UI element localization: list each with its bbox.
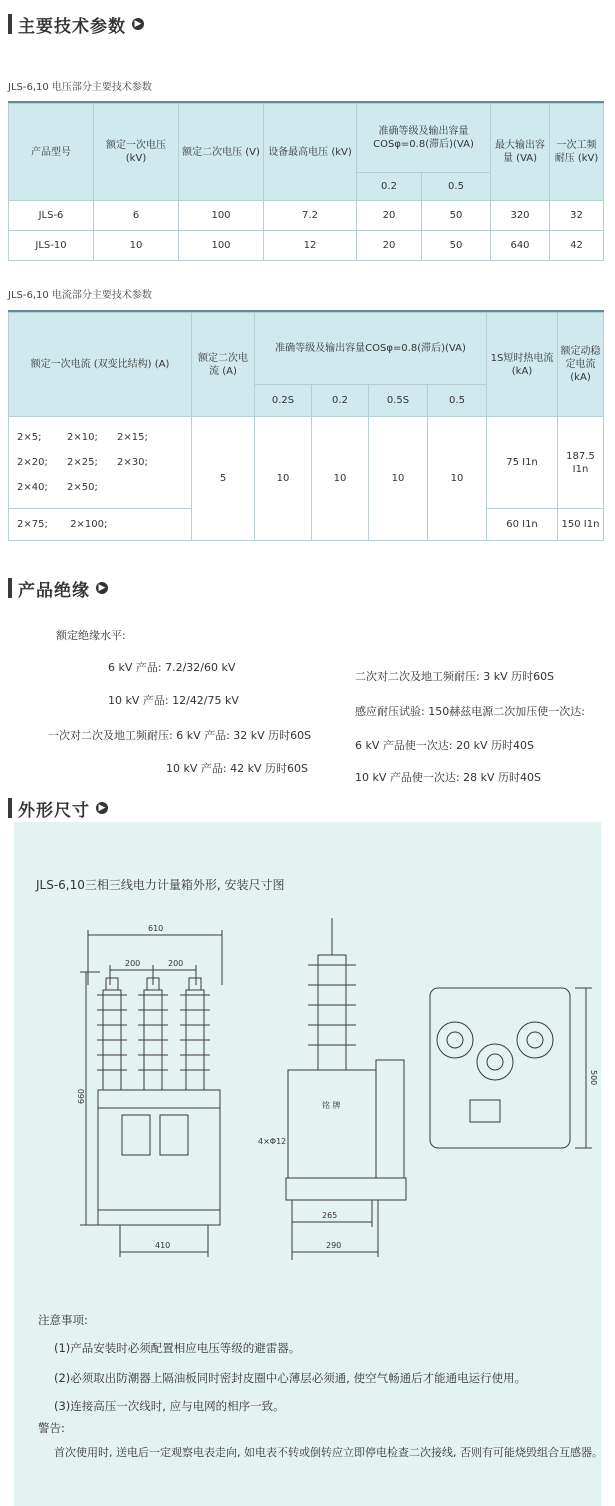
ratio-value: 2×30;	[117, 457, 148, 468]
ratio-value: 2×50;	[67, 482, 98, 493]
th-secondary-current: 额定二次电流 (A)	[192, 313, 255, 417]
dim-label: 610	[148, 924, 164, 933]
viewing-window	[122, 1115, 150, 1155]
insulator	[138, 978, 168, 1090]
side-base	[286, 1178, 406, 1200]
side-box	[288, 1070, 376, 1178]
ratio-value: 2×10;	[67, 432, 98, 443]
bushing-circle	[477, 1044, 513, 1080]
dim-label: 290	[326, 1241, 342, 1250]
insulation-line: 感应耐压试验: 150赫兹电源二次加压使一次达:	[355, 705, 585, 718]
th-short-time: 1S短时热电流(kA)	[487, 313, 558, 417]
cell-model: JLS-10	[9, 231, 94, 261]
cell-c05s: 10	[369, 417, 428, 541]
ratio-value: 2×5;	[17, 432, 42, 443]
section-title: 产品绝缘	[18, 580, 90, 601]
dim-label: 660	[77, 1088, 86, 1104]
cell-output: 640	[491, 231, 550, 261]
insulation-line: 6 kV 产品: 7.2/32/60 kV	[108, 661, 236, 674]
cell-thermal: 60 I1n	[487, 509, 558, 541]
cell-max: 7.2	[264, 201, 357, 231]
ratio-value: 2×20;	[17, 457, 48, 468]
ratio-value: 2×40;	[17, 482, 48, 493]
th-c05: 0.5	[428, 385, 487, 417]
ratio-value: 2×75;	[17, 519, 48, 530]
dim-label: 500	[589, 1070, 598, 1086]
arrow-icon: ▶	[96, 802, 108, 814]
cell-a02: 20	[357, 231, 422, 261]
cell-primary: 10	[94, 231, 179, 261]
cell-primary: 6	[94, 201, 179, 231]
insulation-line: 10 kV 产品: 42 kV 历时60S	[166, 762, 308, 775]
cell-max: 12	[264, 231, 357, 261]
insulation-label: 额定绝缘水平:	[56, 629, 126, 642]
dim-label: 265	[322, 1211, 338, 1220]
nameplate-label: 铭 牌	[322, 1101, 341, 1110]
cell-dynamic: 150 I1n	[558, 509, 604, 541]
arrow-icon: ▶	[132, 18, 144, 30]
th-acc-05: 0.5	[422, 173, 491, 201]
dim-label: 200	[125, 959, 141, 968]
cell-c05: 10	[428, 417, 487, 541]
th-dynamic: 额定动稳定电流(kA)	[558, 313, 604, 417]
note-item: (3)连接高压一次线时, 应与电网的相序一致。	[54, 1399, 285, 1413]
bushing-circle	[517, 1022, 553, 1058]
bushing-circle	[437, 1022, 473, 1058]
insulation-line: 二次对二次及地工频耐压: 3 kV 历时60S	[355, 670, 555, 683]
cell-dynamic: 187.5 I1n	[558, 417, 604, 509]
cell-c02s: 10	[255, 417, 312, 541]
cell-thermal: 75 I1n	[487, 417, 558, 509]
th-c02s: 0.2S	[255, 385, 312, 417]
ratio-value: 2×25;	[67, 457, 98, 468]
insulation-line: 10 kV 产品: 12/42/75 kV	[108, 694, 239, 707]
warning-heading: 警告:	[38, 1421, 65, 1435]
th-withstand: 一次工频耐压 (kV)	[550, 104, 604, 201]
dim-label: 200	[168, 959, 184, 968]
th-accuracy: 准确等级及输出容量 COSφ=0.8(滞后)(VA)	[357, 104, 491, 173]
cell-c02: 10	[312, 417, 369, 541]
note-item: (1)产品安装时必须配置相应电压等级的避雷器。	[54, 1341, 301, 1355]
warning-text: 首次使用时, 送电后一定观察电表走向, 如电表不转或倒转应立即停电检查二次接线, 否则有可能烧毁组合互感器。	[54, 1446, 603, 1459]
th-max-voltage: 设备最高电压 (kV)	[264, 104, 357, 201]
cell-secondary: 100	[179, 201, 264, 231]
ratio-value: 2×15;	[117, 432, 148, 443]
insulator	[180, 978, 210, 1090]
box-body	[98, 1090, 220, 1225]
th-primary-voltage: 额定一次电压 (kV)	[94, 104, 179, 201]
drawing-title: JLS-6,10三相三线电力计量箱外形, 安装尺寸图	[36, 878, 285, 892]
current-table-caption: JLS-6,10 电流部分主要技术参数	[8, 290, 152, 301]
notes-heading: 注意事项:	[38, 1313, 88, 1327]
viewing-window	[160, 1115, 188, 1155]
cell-a05: 50	[422, 201, 491, 231]
th-model: 产品型号	[9, 104, 94, 201]
insulation-line: 一次对二次及地工频耐压: 6 kV 产品: 32 kV 历时60S	[48, 729, 312, 742]
cell-withstand: 32	[550, 201, 604, 231]
cell-output: 320	[491, 201, 550, 231]
dim-label: 410	[155, 1241, 171, 1250]
cell-secondary: 100	[179, 231, 264, 261]
cell-withstand: 42	[550, 231, 604, 261]
insulator	[97, 978, 127, 1090]
insulation-line: 10 kV 产品使一次达: 28 kV 历时40S	[355, 771, 541, 784]
cell-secondary: 5	[192, 417, 255, 541]
dim-label: 4×Φ12	[258, 1137, 287, 1146]
th-c02: 0.2	[312, 385, 369, 417]
ratio-value: 2×100;	[70, 519, 108, 530]
cell-a05: 50	[422, 231, 491, 261]
insulation-line: 6 kV 产品使一次达: 20 kV 历时40S	[355, 739, 534, 752]
voltage-table-caption: JLS-6,10 电压部分主要技术参数	[8, 82, 152, 93]
th-secondary-voltage: 额定二次电压 (V)	[179, 104, 264, 201]
section-title: 外形尺寸	[18, 800, 90, 821]
note-item: (2)必须取出防潮器上隔油板同时密封皮圈中心薄层必须通, 使空气畅通后才能通电运行使用。	[54, 1371, 527, 1385]
th-primary-current: 额定一次电流 (双变比结构) (A)	[9, 313, 192, 417]
th-c05s: 0.5S	[369, 385, 428, 417]
section-title: 主要技术参数	[18, 16, 126, 37]
cell-model: JLS-6	[9, 201, 94, 231]
arrow-icon: ▶	[96, 582, 108, 594]
side-insulator	[308, 918, 356, 1070]
cell-a02: 20	[357, 201, 422, 231]
th-acc-02: 0.2	[357, 173, 422, 201]
th-accuracy: 准确等级及输出容量COSφ=0.8(滞后)(VA)	[255, 313, 487, 385]
th-max-output: 最大输出容量 (VA)	[491, 104, 550, 201]
